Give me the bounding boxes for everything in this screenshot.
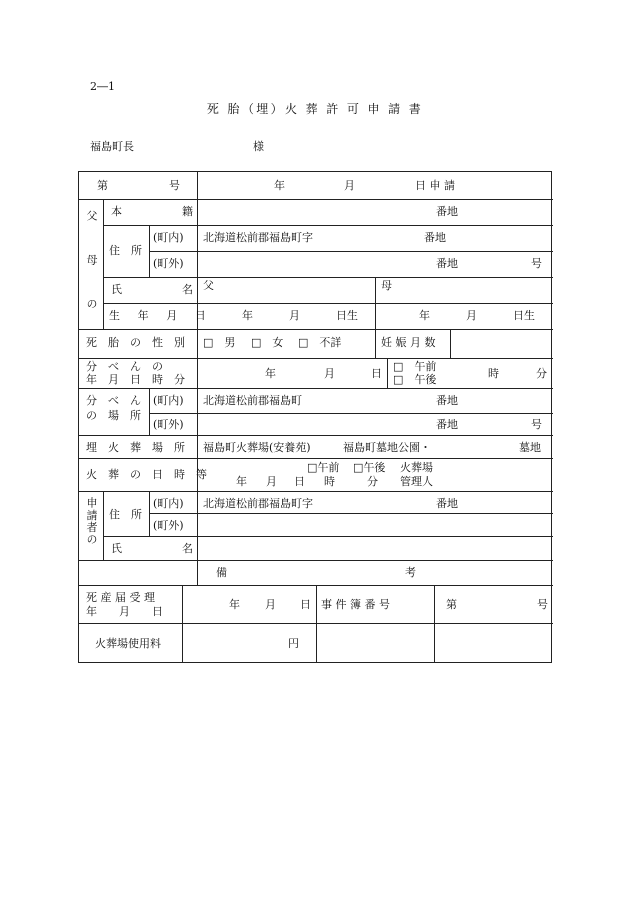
go-label: 号 bbox=[169, 179, 180, 192]
mother-name-field[interactable]: 母 bbox=[381, 279, 392, 292]
row-divider bbox=[103, 225, 553, 226]
sex-male-checkbox[interactable]: □ 男 bbox=[203, 336, 236, 349]
cremation-pm-checkbox[interactable]: □午後 bbox=[353, 461, 386, 474]
column-divider bbox=[434, 585, 435, 663]
row-divider bbox=[79, 458, 553, 459]
cremation-year: 年 bbox=[236, 475, 247, 488]
parents-address-inside-banchi: 番地 bbox=[424, 231, 446, 244]
row-divider bbox=[149, 251, 553, 252]
receipt-label-1: 死 産 届 受 理 bbox=[86, 591, 155, 604]
cremation-datetime-label: 火 葬 の 日 時 等 bbox=[86, 468, 207, 481]
delivery-pm-checkbox[interactable]: □ 午後 bbox=[393, 373, 437, 386]
delivery-place-label-1: 分 べ ん bbox=[86, 394, 141, 407]
row-divider bbox=[103, 536, 553, 537]
delivery-place-inside[interactable]: 北海道松前郡福島町 bbox=[203, 394, 302, 407]
parents-inside-town: (町内) bbox=[153, 231, 184, 244]
remarks-label-1: 備 bbox=[216, 566, 227, 579]
yen-label: 円 bbox=[288, 637, 299, 650]
cremation-month: 月 bbox=[266, 475, 277, 488]
parents-address-outside-go: 号 bbox=[531, 257, 542, 270]
mother-birth-day: 日生 bbox=[513, 309, 535, 322]
cemetery-name: 福島町墓地公園・ bbox=[343, 441, 431, 454]
parents-name-label-1: 氏 bbox=[111, 283, 122, 296]
honseki-banchi: 番地 bbox=[436, 205, 458, 218]
column-divider bbox=[149, 225, 150, 277]
form-number: 2―1 bbox=[90, 80, 115, 93]
father-birth-month: 月 bbox=[289, 309, 300, 322]
father-birth-day: 日生 bbox=[336, 309, 358, 322]
applicant-name-label-1: 氏 bbox=[111, 542, 122, 555]
row-divider bbox=[103, 277, 553, 278]
applicant-inside-town: (町内) bbox=[153, 497, 184, 510]
row-divider bbox=[79, 435, 553, 436]
delivery-year: 年 bbox=[265, 367, 276, 380]
parents-name-label-2: 名 bbox=[182, 283, 193, 296]
cremation-hour: 時 bbox=[324, 475, 335, 488]
application-form-table bbox=[78, 171, 552, 663]
column-divider bbox=[103, 199, 104, 329]
addressee: 福島町長 bbox=[90, 140, 134, 153]
fetus-sex-label: 死 胎 の 性 別 bbox=[86, 336, 185, 349]
row-divider bbox=[103, 303, 553, 304]
column-divider bbox=[103, 491, 104, 560]
mother-birth-month: 月 bbox=[466, 309, 477, 322]
remarks-label-2: 考 bbox=[405, 566, 416, 579]
case-number-label: 事 件 簿 番 号 bbox=[321, 598, 390, 611]
parents-address-outside-banchi: 番地 bbox=[436, 257, 458, 270]
place-outside-town: (町外) bbox=[153, 418, 184, 431]
applicant-name-label-2: 名 bbox=[182, 542, 193, 555]
row-divider bbox=[79, 388, 553, 389]
birth-date-label: 生 年 月 日 bbox=[109, 309, 210, 322]
case-go: 号 bbox=[537, 598, 548, 611]
row-divider bbox=[79, 491, 553, 492]
applicant-section-label: 申請者の bbox=[85, 497, 98, 546]
applicant-address-banchi: 番地 bbox=[436, 497, 458, 510]
receipt-year: 年 bbox=[229, 598, 240, 611]
honorific: 様 bbox=[253, 140, 264, 153]
cremation-am-checkbox[interactable]: □午前 bbox=[307, 461, 340, 474]
receipt-month: 月 bbox=[265, 598, 276, 611]
sex-female-checkbox[interactable]: □ 女 bbox=[251, 336, 284, 349]
case-dai: 第 bbox=[446, 598, 457, 611]
honseki-label-1: 本 bbox=[111, 205, 122, 218]
row-divider bbox=[149, 513, 553, 514]
delivery-am-checkbox[interactable]: □ 午前 bbox=[393, 360, 437, 373]
father-birth-year: 年 bbox=[242, 309, 253, 322]
row-divider bbox=[79, 358, 553, 359]
column-divider bbox=[182, 585, 183, 663]
parents-outside-town: (町外) bbox=[153, 257, 184, 270]
crematorium-fee-label: 火葬場使用料 bbox=[95, 637, 161, 650]
receipt-label-2: 年 月 日 bbox=[86, 605, 163, 618]
applicant-address-label: 住 所 bbox=[109, 508, 142, 521]
dai-label: 第 bbox=[97, 179, 108, 192]
row-divider bbox=[79, 560, 553, 561]
sex-unknown-checkbox[interactable]: □ 不詳 bbox=[298, 336, 342, 349]
parents-section-label: 父 母 の bbox=[85, 210, 98, 319]
column-divider bbox=[149, 388, 150, 435]
delivery-time-label-1: 分 べ ん の bbox=[86, 360, 163, 373]
column-divider bbox=[316, 585, 317, 663]
parents-address-label: 住 所 bbox=[109, 244, 142, 257]
mother-birth-year: 年 bbox=[419, 309, 430, 322]
delivery-place-outside-go: 号 bbox=[531, 418, 542, 431]
delivery-place-label-2: の 場 所 bbox=[86, 409, 141, 422]
honseki-label-2: 籍 bbox=[182, 205, 193, 218]
receipt-day: 日 bbox=[300, 598, 311, 611]
crematorium-manager: 管理人 bbox=[400, 475, 433, 488]
cremation-day: 日 bbox=[294, 475, 305, 488]
applicant-outside-town: (町外) bbox=[153, 519, 184, 532]
place-inside-town: (町内) bbox=[153, 394, 184, 407]
row-divider bbox=[79, 329, 553, 330]
delivery-place-outside-banchi: 番地 bbox=[436, 418, 458, 431]
column-divider bbox=[197, 172, 198, 585]
row-divider bbox=[149, 413, 553, 414]
header-day-apply: 日 申 請 bbox=[415, 179, 455, 192]
applicant-address-inside[interactable]: 北海道松前郡福島町字 bbox=[203, 497, 313, 510]
cremation-minute: 分 bbox=[367, 475, 378, 488]
gestation-label: 妊 娠 月 数 bbox=[381, 336, 436, 349]
form-title: 死 胎（埋）火 葬 許 可 申 請 書 bbox=[206, 102, 424, 116]
header-month: 月 bbox=[344, 179, 355, 192]
crematorium-name: 福島町火葬場(安養苑) bbox=[203, 441, 311, 454]
bochi-label: 墓地 bbox=[519, 441, 541, 454]
delivery-month: 月 bbox=[324, 367, 335, 380]
crematorium-label: 火葬場 bbox=[400, 461, 433, 474]
column-divider bbox=[375, 277, 376, 358]
delivery-day: 日 bbox=[371, 367, 382, 380]
column-divider bbox=[450, 329, 451, 358]
column-divider bbox=[149, 491, 150, 536]
parents-address-inside[interactable]: 北海道松前郡福島町字 bbox=[203, 231, 313, 244]
delivery-minute: 分 bbox=[536, 367, 547, 380]
burial-place-label: 埋 火 葬 場 所 bbox=[86, 441, 185, 454]
delivery-time-label-2: 年 月 日 時 分 bbox=[86, 373, 185, 386]
father-name-field[interactable]: 父 bbox=[203, 279, 214, 292]
delivery-place-inside-banchi: 番地 bbox=[436, 394, 458, 407]
delivery-hour: 時 bbox=[488, 367, 499, 380]
header-year: 年 bbox=[274, 179, 285, 192]
column-divider bbox=[387, 358, 388, 388]
row-divider bbox=[79, 199, 553, 200]
